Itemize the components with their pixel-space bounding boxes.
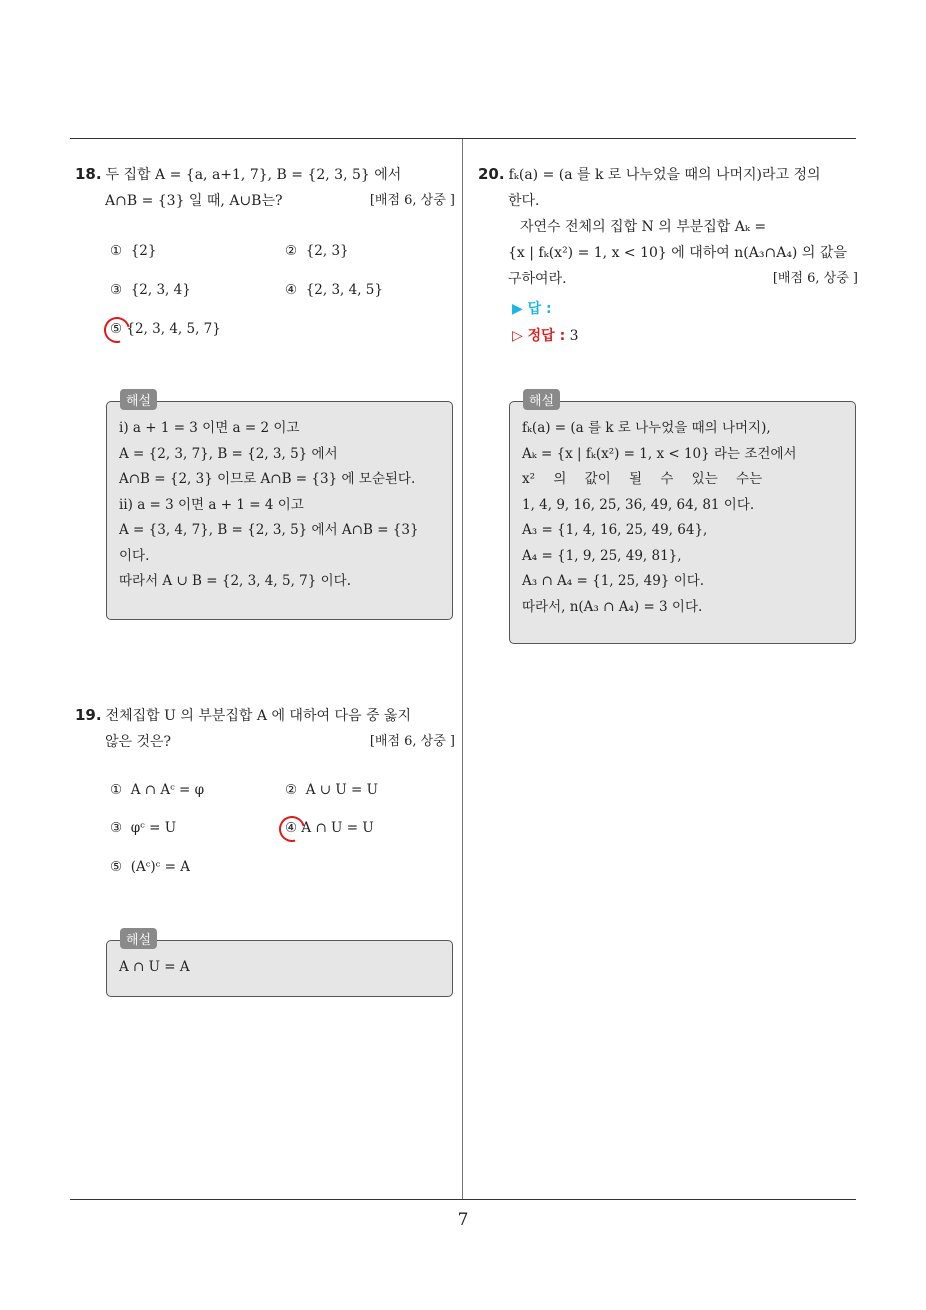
page-number: 7 (457, 1210, 469, 1230)
choice-number: ④ (285, 820, 298, 836)
choice-number: ⑤ (110, 859, 123, 875)
question-text-line1: 전체집합 U 의 부분집합 A 에 대하여 다음 중 옳지 (105, 708, 411, 724)
question-text-line2: A∩B = {3} 일 때, A∪B는? (105, 193, 283, 209)
explanation-line: A = {2, 3, 7}, B = {2, 3, 5} 에서 (119, 445, 338, 462)
explanation-box-19 (106, 940, 453, 997)
choice-number: ③ (110, 282, 123, 298)
choice-number: ⑤ (110, 321, 123, 337)
answer-mark-circle (99, 312, 135, 348)
choice-text: {2, 3, 4, 5} (305, 282, 383, 298)
correct-answer-value: 3 (569, 328, 579, 344)
choice-text: {2} (130, 243, 157, 259)
top-rule (70, 138, 856, 139)
question-number: 20. (478, 165, 505, 183)
choice-2[interactable] (285, 782, 378, 798)
choice-text: (Aᶜ)ᶜ = A (130, 859, 190, 875)
question-text-line3: 자연수 전체의 집합 N 의 부분집합 Aₖ = (520, 219, 767, 235)
choice-text: φᶜ = U (130, 820, 177, 836)
choice-number: ① (110, 243, 123, 259)
explanation-line: A₃ ∩ A₄ = {1, 25, 49} 이다. (522, 573, 705, 589)
bottom-rule (70, 1199, 856, 1200)
explanation-line: ⅱ) a = 3 이면 a + 1 = 4 이고 (119, 496, 304, 513)
choice-1[interactable] (110, 782, 204, 798)
explanation-line: A = {3, 4, 7}, B = {2, 3, 5} 에서 A∩B = {3} (119, 522, 419, 538)
question-18 (75, 161, 455, 214)
explanation-line: ⅰ) a + 1 = 3 이면 a = 2 이고 (119, 420, 300, 436)
question-20 (478, 161, 858, 292)
choice-number: ① (110, 782, 123, 798)
answer-label: ▶ 답 : (512, 301, 552, 317)
explanation-line: A∩B = {2, 3} 이므로 A∩B = {3} 에 모순된다. (119, 471, 416, 487)
question-text-line5: 구하여라. (508, 271, 567, 287)
answer-input-row[interactable] (512, 298, 552, 318)
explanation-line: A₃ = {1, 4, 16, 25, 49, 64}, (522, 522, 708, 538)
question-number: 19. (75, 706, 102, 724)
explanation-line: fₖ(a) = (a 를 k 로 나누었을 때의 나머지), (522, 420, 771, 436)
choice-number: ③ (110, 820, 123, 836)
question-text-line1: 두 집합 A = {a, a+1, 7}, B = {2, 3, 5} 에서 (105, 167, 402, 183)
question-19 (75, 702, 455, 755)
explanation-box-20 (509, 401, 856, 644)
correct-answer-label: ▷ 정답 : (512, 328, 566, 344)
choice-text: {2, 3, 4, 5, 7} (126, 321, 221, 337)
choice-2[interactable] (285, 243, 349, 259)
explanation-line: A ∩ U = A (119, 959, 190, 975)
score-meta: [배점 6, 상중 ] (369, 734, 455, 749)
choice-text: A ∪ U = U (305, 782, 378, 798)
choice-4[interactable] (285, 282, 383, 298)
explanation-box-18 (106, 401, 453, 620)
question-number: 18. (75, 165, 102, 183)
score-meta: [배점 6, 상중 ] (772, 271, 858, 286)
choice-number: ② (285, 782, 298, 798)
question-text-line4: {x | fₖ(x²) = 1, x < 10} 에 대하여 n(A₃∩A₄) 의 값을 (508, 245, 847, 261)
choice-text: A ∩ U = U (301, 820, 374, 836)
explanation-tag: 해설 (120, 928, 157, 949)
explanation-tag: 해설 (120, 389, 157, 410)
explanation-line: x² 의 값이 될 수 있는 수는 (522, 471, 763, 487)
choice-number: ④ (285, 282, 298, 298)
explanation-line: 이다. (119, 547, 150, 564)
explanation-line: 1, 4, 9, 16, 25, 36, 49, 64, 81 이다. (522, 496, 755, 513)
question-text-line2: 않은 것은? (105, 734, 172, 750)
explanation-tag: 해설 (523, 389, 560, 410)
choice-text: {2, 3} (305, 243, 349, 259)
choice-1[interactable] (110, 243, 156, 259)
choice-text: A ∩ Aᶜ = φ (130, 782, 205, 798)
question-text-line1: fₖ(a) = (a 를 k 로 나누었을 때의 나머지)라고 정의 (508, 167, 821, 183)
explanation-line: 따라서, n(A₃ ∩ A₄) = 3 이다. (522, 598, 703, 615)
question-text-line2: 한다. (508, 193, 540, 209)
explanation-line: A₄ = {1, 9, 25, 49, 81}, (522, 547, 682, 564)
score-meta: [배점 6, 상중 ] (369, 193, 455, 208)
choice-number: ② (285, 243, 298, 259)
explanation-line: 따라서 A ∪ B = {2, 3, 4, 5, 7} 이다. (119, 573, 351, 589)
choice-3[interactable] (110, 282, 191, 298)
correct-answer-row (512, 325, 579, 345)
choice-3[interactable] (110, 820, 176, 836)
choice-text: {2, 3, 4} (130, 282, 191, 298)
column-divider (462, 139, 463, 1199)
choice-5[interactable] (110, 859, 190, 875)
answer-mark-circle (274, 811, 310, 847)
explanation-line: Aₖ = {x | fₖ(x²) = 1, x < 10} 라는 조건에서 (522, 445, 797, 462)
